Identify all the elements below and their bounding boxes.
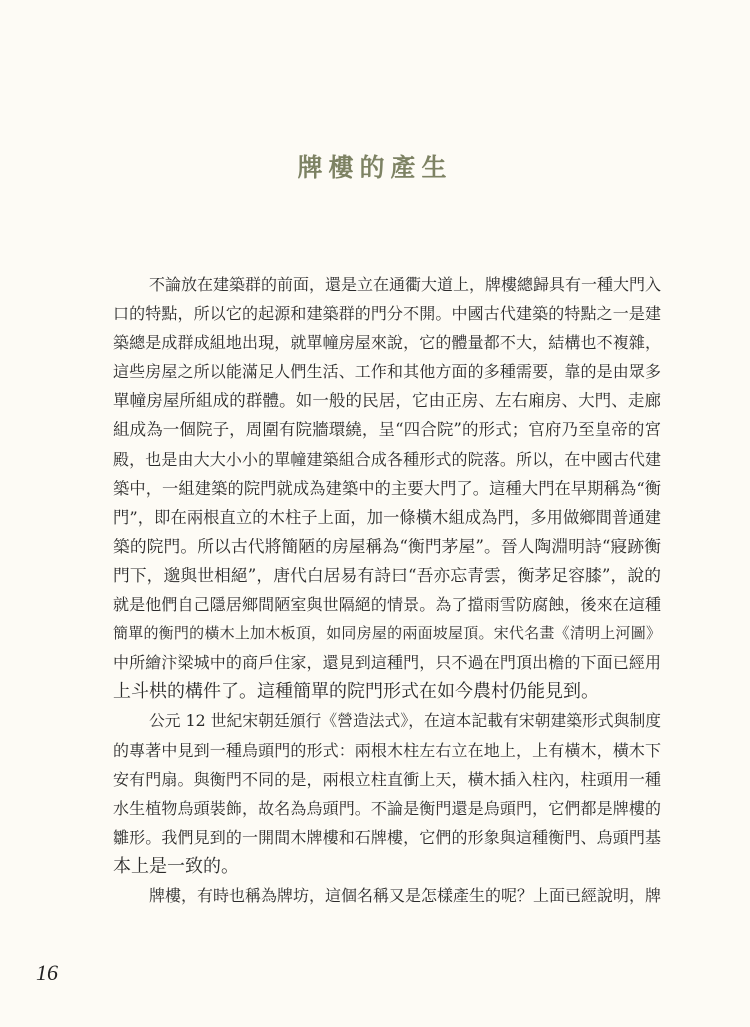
body-text (113, 270, 661, 910)
page-title: 牌樓的產生 (297, 153, 453, 182)
text-line: 築總是成群成組地出現，就單幢房屋來說，它的體量都不大，結構也不複雜， (113, 333, 661, 353)
text-line: 牌樓，有時也稱為牌坊，這個名稱又是怎樣產生的呢？上面已經說明，牌 (149, 885, 662, 905)
text-line: 雛形。我們見到的一開間木牌樓和石牌樓，它們的形象與這種衡門、烏頭門基 (113, 827, 661, 847)
text-line: 簡單的衡門的橫木上加木板頂，如同房屋的兩面坡屋頂。宋代名畫《清明上河圖》 (113, 624, 661, 643)
page-number: 16 (36, 960, 58, 985)
text-line: 中所繪汴梁城中的商戶住家，還見到這種門，只不過在門頂出檐的下面已經用 (113, 653, 661, 673)
text-line: 單幢房屋所組成的群體。如一般的民居，它由正房、左右廂房、大門、走廊 (113, 391, 661, 411)
text-line: 這些房屋之所以能滿足人們生活、工作和其他方面的多種需要，靠的是由眾多 (113, 362, 661, 382)
text-line: 門”，即在兩根直立的木柱子上面，加一條橫木組成為門，多用做鄉間普通建 (113, 507, 661, 527)
text-line: 安有門扇。與衡門不同的是，兩根立柱直衝上天，橫木插入柱內，柱頭用一種 (113, 769, 661, 789)
text-line: 水生植物烏頭裝飾，故名為烏頭門。不論是衡門還是烏頭門，它們都是牌樓的 (113, 798, 661, 818)
text-line: 築中，一組建築的院門就成為建築中的主要大門了。這種大門在早期稱為“衡 (113, 478, 661, 498)
text-line: 上斗栱的構件了。這種簡單的院門形式在如今農村仍能見到。 (113, 681, 599, 703)
text-line: 殿，也是由大大小小的單幢建築組合成各種形式的院落。所以，在中國古代建 (113, 449, 661, 469)
text-line: 就是他們自己隱居鄉間陋室與世隔絕的情景。為了擋雨雪防腐蝕，後來在這種 (113, 595, 661, 615)
text-line: 組成為一個院子，周圍有院牆環繞，呈“四合院”的形式；官府乃至皇帝的宮 (113, 420, 661, 440)
text-line: 不論放在建築群的前面，還是立在通衢大道上，牌樓總歸具有一種大門入 (149, 275, 662, 294)
text-line: 口的特點，所以它的起源和建築群的門分不開。中國古代建築的特點之一是建 (113, 304, 661, 324)
text-line: 築的院門。所以古代將簡陋的房屋稱為“衡門茅屋”。晉人陶淵明詩“寢跡衡 (113, 535, 661, 556)
text-line: 本上是一致的。 (113, 855, 239, 877)
text-line: 的專著中見到一種烏頭門的形式：兩根木柱左右立在地上，上有橫木，橫木下 (113, 740, 661, 760)
text-line: 公元 12 世紀宋朝廷頒行《營造法式》，在這本記載有宋朝建築形式與制度 (149, 711, 661, 731)
text-line: 門下，邈與世相絕”，唐代白居易有詩曰“吾亦忘青雲，衡茅足容膝”，說的 (113, 564, 661, 585)
